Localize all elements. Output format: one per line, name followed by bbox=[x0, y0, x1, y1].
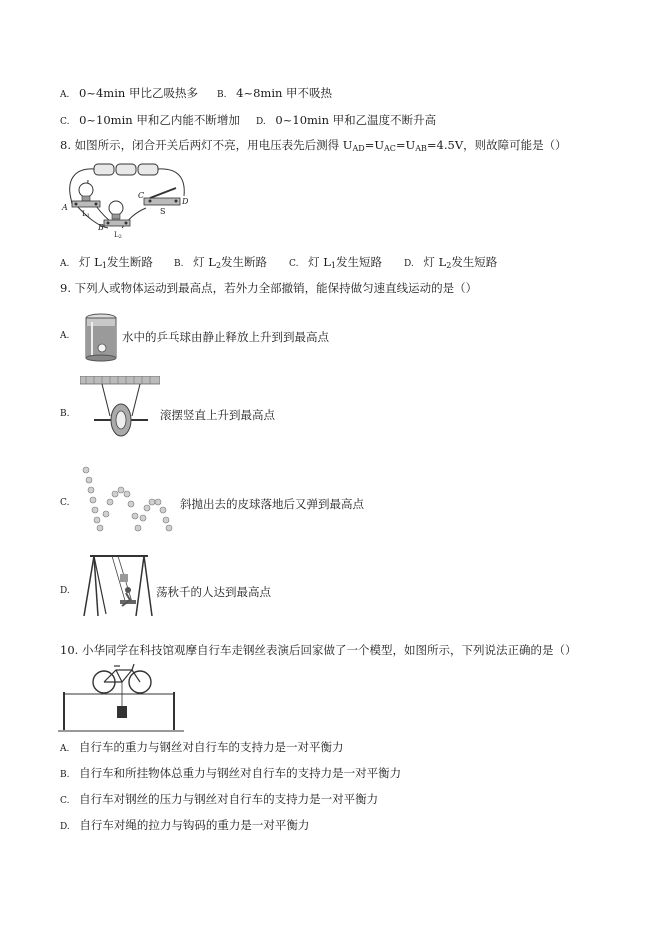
q9-option-b-label: B. bbox=[60, 409, 70, 419]
swing-icon bbox=[82, 552, 154, 618]
option-label: B. bbox=[174, 259, 184, 269]
q8-stem-part: 8. 如图所示，闭合开关后两灯不亮，用电压表先后测得 U bbox=[60, 138, 353, 152]
subscript: 2 bbox=[215, 261, 222, 270]
option-text: 灯 L bbox=[308, 255, 331, 269]
point-label-d: D bbox=[182, 197, 189, 206]
switch-icon bbox=[144, 188, 180, 205]
option-label: A. bbox=[60, 90, 70, 100]
maxwell-wheel-icon bbox=[80, 376, 160, 440]
option-text: 灯 L bbox=[193, 255, 216, 269]
q7-option-c bbox=[60, 113, 240, 128]
q9-option-d-text: 荡秋千的人达到最高点 bbox=[156, 585, 271, 599]
bicycle-wire-figure bbox=[58, 662, 184, 732]
option-text: 发生短路 bbox=[335, 255, 382, 269]
q8-option-d bbox=[404, 255, 497, 270]
q8-option-a bbox=[60, 255, 153, 270]
q10-option-a bbox=[60, 740, 344, 755]
option-text: 0~10min 甲和乙温度不断升高 bbox=[275, 113, 437, 127]
option-text: 自行车的重力与钢丝对自行车的支持力是一对平衡力 bbox=[79, 740, 344, 754]
point-label-c: C bbox=[138, 191, 145, 200]
subscript: AD bbox=[352, 144, 365, 153]
subscript: 1 bbox=[330, 261, 336, 270]
option-text: 灯 L bbox=[423, 255, 447, 269]
subscript: 2 bbox=[446, 261, 452, 270]
q10-stem: 10. 小华同学在科技馆观摩自行车走钢丝表演后回家做了一个模型，如图所示，下列说法正确的是（） bbox=[60, 643, 577, 657]
bulb-l1-icon bbox=[72, 183, 100, 207]
option-text: 自行车对绳的拉力与钩码的重力是一对平衡力 bbox=[79, 818, 310, 832]
bulb-label-l1: L1 bbox=[82, 210, 90, 219]
circuit-diagram bbox=[58, 158, 194, 240]
q9-option-a-label: A. bbox=[60, 331, 70, 341]
option-text: 发生断路 bbox=[221, 255, 268, 269]
switch-label-s: S bbox=[160, 207, 166, 216]
bulb-label-l2: L2 bbox=[114, 231, 122, 240]
option-text: 自行车对钢丝的压力与钢丝对自行车的支持力是一对平衡力 bbox=[79, 792, 379, 806]
q7-option-d bbox=[256, 113, 436, 128]
q7-option-a bbox=[60, 86, 198, 101]
option-text: 自行车和所挂物体总重力与钢丝对自行车的支持力是一对平衡力 bbox=[79, 766, 402, 780]
option-text: 4~8min 甲不吸热 bbox=[236, 86, 333, 100]
subscript: AC bbox=[384, 144, 396, 153]
bicycle-wire-icon bbox=[58, 662, 184, 732]
option-text: 发生断路 bbox=[106, 255, 153, 269]
q9-option-d-label: D. bbox=[60, 586, 70, 596]
q9-option-c-text: 斜抛出去的皮球落地后又弹到最高点 bbox=[180, 497, 364, 511]
q10-option-b bbox=[60, 766, 401, 781]
bouncing-ball-icon bbox=[80, 464, 176, 534]
option-text: 灯 L bbox=[79, 255, 102, 269]
q10-option-d bbox=[60, 818, 309, 833]
q9-option-a-text: 水中的乒乓球由静止释放上升到到最高点 bbox=[122, 330, 329, 344]
q8-stem-part: =4.5V，则故障可能是（） bbox=[426, 138, 567, 152]
q9-option-b-text: 滚摆竖直上升到最高点 bbox=[160, 408, 275, 422]
option-label: A. bbox=[60, 259, 70, 269]
option-label: A. bbox=[60, 744, 70, 754]
option-label: C. bbox=[289, 259, 299, 269]
option-text: 0~4min 甲比乙吸热多 bbox=[79, 86, 198, 100]
q8-option-b bbox=[174, 255, 267, 270]
q8-option-c bbox=[289, 255, 382, 270]
circuit-figure bbox=[58, 158, 194, 240]
subscript: AB bbox=[415, 144, 427, 153]
option-label: C. bbox=[60, 117, 70, 127]
q8-stem-part: =U bbox=[395, 138, 416, 152]
battery-icon bbox=[94, 164, 158, 175]
q10-option-c bbox=[60, 792, 378, 807]
option-text: 0~10min 甲和乙内能不断增加 bbox=[79, 113, 240, 127]
bouncing-ball-figure bbox=[80, 464, 176, 534]
bulb-l2-icon bbox=[104, 201, 130, 226]
q8-stem bbox=[60, 138, 567, 152]
option-label: D. bbox=[404, 259, 414, 269]
q8-stem-part: =U bbox=[364, 138, 385, 152]
swing-figure bbox=[82, 552, 154, 618]
maxwell-wheel-figure bbox=[80, 376, 160, 440]
option-label: B. bbox=[60, 770, 70, 780]
point-label-b: B bbox=[98, 223, 104, 232]
option-label: D. bbox=[60, 822, 70, 832]
q7-option-b bbox=[217, 86, 332, 101]
q9-stem: 9. 下列人或物体运动到最高点，若外力全部撤销，能保持做匀速直线运动的是（） bbox=[60, 281, 478, 295]
beaker-figure bbox=[82, 312, 120, 362]
beaker-icon bbox=[82, 312, 120, 362]
subscript: 1 bbox=[101, 261, 107, 270]
option-label: D. bbox=[256, 117, 266, 127]
q9-option-c-label: C. bbox=[60, 498, 70, 508]
option-text: 发生短路 bbox=[451, 255, 498, 269]
option-label: C. bbox=[60, 796, 70, 806]
point-label-a: A bbox=[62, 203, 68, 212]
option-label: B. bbox=[217, 90, 227, 100]
